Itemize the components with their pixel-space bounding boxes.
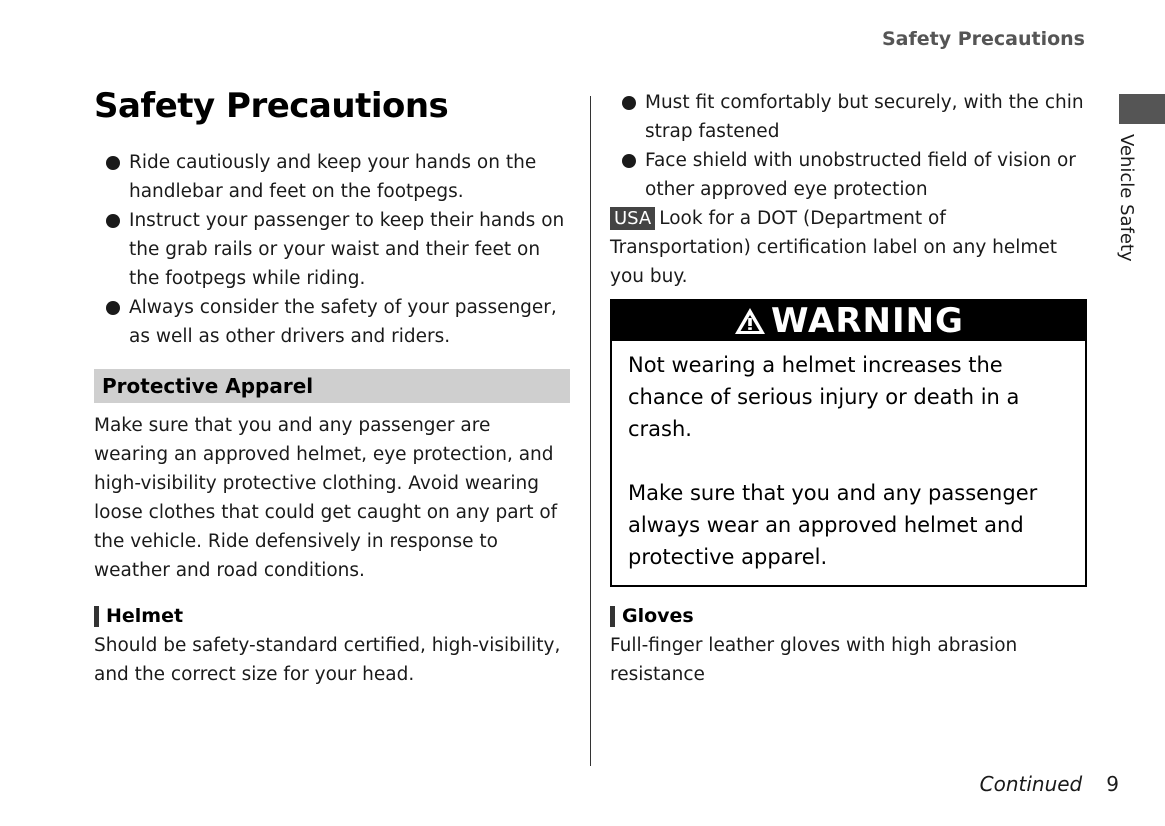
list-item: Ride cautiously and keep your hands on the handlebar and feet on the footpegs.: [94, 148, 570, 206]
warning-body: [612, 341, 1085, 585]
column-divider: [590, 96, 591, 766]
warning-box: [610, 299, 1087, 587]
subheading-gloves: Gloves: [610, 603, 1087, 629]
continued-label: Continued: [979, 772, 1083, 796]
page-number: 9: [1106, 772, 1119, 796]
bullet-icon: [622, 154, 636, 168]
gloves-text: Full-finger leather gloves with high abrasion resistance: [610, 635, 1018, 685]
running-head-title: Safety Precautions: [881, 28, 1085, 50]
safety-bullet-list: [94, 148, 570, 351]
left-column: [94, 86, 570, 689]
warning-label: WARNING: [771, 301, 964, 341]
heading-bar-icon: [610, 606, 615, 627]
bullet-icon: [106, 301, 120, 315]
bullet-icon: [622, 96, 636, 110]
list-item: Always consider the safety of your passenger, as well as other drivers and riders.: [94, 293, 570, 351]
usa-note-text: Look for a DOT (Department of Transportation) certification label on any helmet you buy.: [610, 208, 1058, 287]
section-tab-marker: [1119, 94, 1165, 124]
section-heading-protective-apparel: Protective Apparel: [94, 369, 570, 403]
warning-paragraph: Make sure that you and any passenger always wear an approved helmet and protective apparel.: [628, 481, 1038, 569]
helmet-bullet-list: [610, 88, 1087, 204]
usa-note: [610, 204, 1087, 291]
bullet-icon: [106, 214, 120, 228]
usa-badge: USA: [610, 207, 655, 230]
page-footer: [980, 772, 1119, 796]
list-item: Instruct your passenger to keep their hands on the grab rails or your waist and their feet on the footpegs while riding.: [94, 206, 570, 293]
list-item: Face shield with unobstructed field of vision or other approved eye protection: [610, 146, 1087, 204]
protective-apparel-text: Make sure that you and any passenger are wearing an approved helmet, eye protection, and high-visibility protective clothing. Avoid wearing loose clothes that could get caught on any part of the vehicle. Ride defensively in response to weather and road conditions.: [94, 415, 558, 581]
helmet-text: Should be safety-standard certified, high-visibility, and the correct size for your head.: [94, 635, 561, 685]
heading-bar-icon: [94, 606, 99, 627]
list-item: Must fit comfortably but securely, with the chin strap fastened: [610, 88, 1087, 146]
warning-paragraph: Not wearing a helmet increases the chance of serious injury or death in a crash.: [628, 353, 1020, 441]
bullet-icon: [106, 156, 120, 170]
right-column: [610, 88, 1087, 689]
warning-triangle-icon: [733, 306, 767, 336]
page-title: Safety Precautions: [94, 86, 449, 126]
section-tab-label: Vehicle Safety: [1116, 134, 1137, 262]
subheading-helmet: Helmet: [94, 603, 570, 629]
warning-header: [612, 301, 1085, 341]
